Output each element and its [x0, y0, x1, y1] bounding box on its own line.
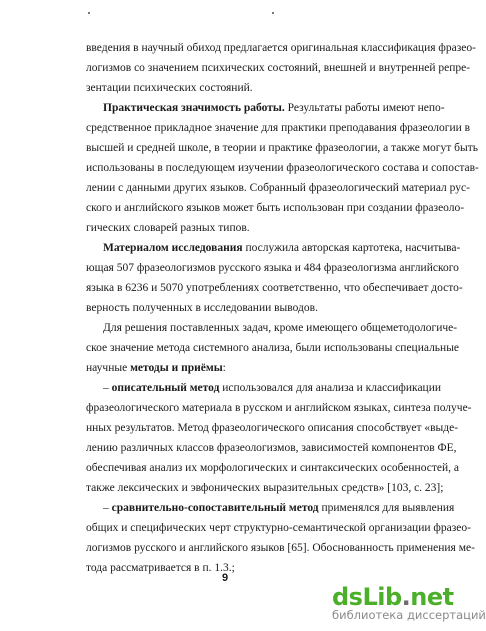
text-line: тода рассматривается в п. 1.3.;	[86, 562, 235, 574]
text-run: использовался для анализа и классификации	[222, 382, 442, 394]
text-line: использованы в последующем изучении фразеологического состава и сопостав-	[86, 162, 479, 174]
watermark-logo	[332, 583, 454, 611]
text-line: средственное прикладное значение для практики преподавания фразеологии в	[86, 122, 471, 134]
text-line: высшей и средней школе, в теории и практике фразеологии, а также могут быть	[86, 142, 478, 154]
text-line: лению различных классов фразеологизмов, зависимостей компонентов ФЕ,	[86, 442, 457, 454]
method-name: сравнительно-сопоставительный метод	[111, 502, 319, 514]
text-line: гических словарей разных типов.	[86, 222, 250, 234]
text-line: обеспечивая анализ их морфологических и синтаксических особенностей, а	[86, 462, 459, 474]
text-line: зентации психических состояний.	[86, 82, 253, 94]
list-dash: –	[103, 382, 109, 394]
text-run: послужила авторская картотека, насчитыва-	[245, 242, 461, 254]
text-line: фразеологического материала в русском и английском языках, синтеза получе-	[86, 402, 472, 414]
text-line: Для решения поставленных задач, кроме имеющего общеметодологиче-	[103, 322, 458, 334]
section-heading: Практическая значимость работы.	[103, 102, 285, 114]
text-run: :	[222, 362, 226, 374]
text-line: верность полученных в исследовании выводов.	[86, 302, 318, 314]
text-line: также лексических и эвфонических выразительных средств» [103, с. 23];	[86, 482, 444, 494]
paragraph-practical-significance	[103, 101, 445, 115]
paragraph-research-material	[103, 241, 461, 255]
text-line: введения в научный обиход предлагается оригинальная классификация фразео-	[86, 42, 476, 54]
text-line: языка в 6236 и 5070 употреблениях соответственно, что обеспечивает досто-	[86, 282, 463, 294]
page-number: 9	[221, 572, 229, 584]
dslib-watermark	[332, 583, 486, 622]
text-line: лении с данными других языков. Собранный фразеологический материал рус-	[86, 182, 470, 194]
text-run: применялся для выявления	[321, 502, 455, 514]
text-line: логизмов русского и английского языков [65]. Обоснованность применения ме-	[86, 542, 475, 554]
section-heading: методы и приёмы	[130, 362, 223, 374]
section-heading: Материалом исследования	[103, 242, 243, 254]
method-name: описательный метод	[111, 382, 220, 394]
text-line: общих и специфических черт структурно-семантической организации фразео-	[86, 522, 471, 534]
watermark-brand-separator: .	[401, 583, 411, 611]
watermark-brand-tld: net	[410, 583, 454, 611]
text-line: ское значение метода системного анализа, были использованы специальные	[86, 342, 460, 354]
watermark-brand: dsLib	[332, 583, 402, 611]
paragraph-methods-intro	[86, 361, 404, 375]
list-item-descriptive-method	[103, 381, 442, 395]
text-line: ского и английского языков может быть использован при создании фразеоло-	[86, 202, 465, 214]
list-item-comparative-method	[103, 501, 455, 515]
watermark-subtitle: библиотека диссертаций	[332, 608, 486, 622]
list-dash: –	[103, 502, 109, 514]
text-run: Результаты работы имеют непо-	[287, 102, 445, 114]
text-line: ющая 507 фразеологизмов русского языка и 484 фразеологизма английского	[86, 262, 459, 274]
scan-mark-right	[272, 12, 274, 14]
scan-mark-left	[88, 12, 90, 14]
text-run: научные	[86, 362, 128, 374]
text-line: нных результатов. Метод фразеологического описания способствует «выде-	[86, 422, 459, 434]
text-line: логизмов со значением психических состояний, внешней и внутренней репре-	[86, 62, 471, 74]
